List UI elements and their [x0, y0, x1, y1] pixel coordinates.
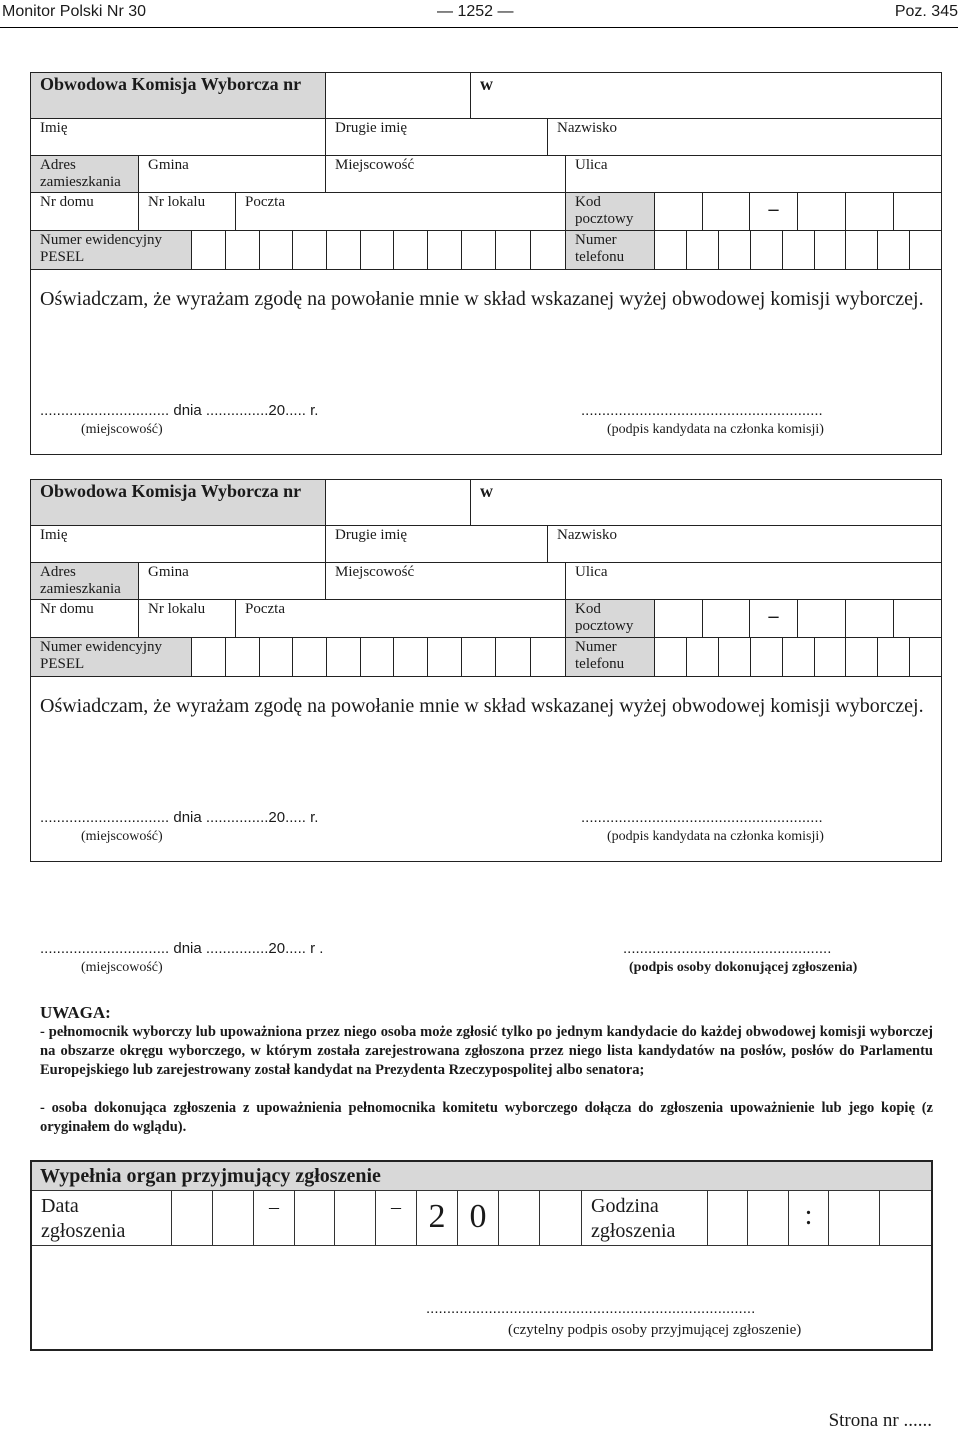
- header-center: — 1252 —: [437, 3, 514, 20]
- pesel-digit-box[interactable]: [496, 638, 531, 677]
- address-label: Adres zamieszkania: [31, 563, 139, 600]
- phone-digit-box[interactable]: [655, 638, 687, 677]
- postcode-digit-box[interactable]: [846, 600, 894, 638]
- date-digit-box[interactable]: [295, 1191, 335, 1246]
- phone-digit-box[interactable]: [655, 231, 687, 270]
- phone-digit-box[interactable]: [783, 638, 815, 677]
- pesel-digit-box[interactable]: [327, 638, 361, 677]
- phone-label: Numer telefonu: [566, 638, 655, 677]
- pesel-digit-box[interactable]: [260, 638, 293, 677]
- time-label: Godzina zgłoszenia: [582, 1191, 708, 1246]
- pesel-digit-box[interactable]: [531, 231, 566, 270]
- submitter-place-caption: (miejscowość): [81, 960, 163, 975]
- phone-digit-box[interactable]: [846, 638, 878, 677]
- receiver-signature-line[interactable]: ...............................................................................: [426, 1300, 756, 1317]
- pesel-label: Numer ewidencyjny PESEL: [31, 231, 192, 270]
- date-label: Data zgłoszenia: [32, 1191, 172, 1246]
- time-digit-box[interactable]: [829, 1191, 880, 1246]
- date-dash: –: [254, 1191, 295, 1246]
- second-name-field[interactable]: Drugie imię: [326, 526, 548, 563]
- consent-statement: Oświadczam, że wyrażam zgodę na powołanie mnie w skład wskazanej wyżej obwodowej komisji wyborczej.: [40, 288, 924, 310]
- pesel-digit-box[interactable]: [192, 638, 226, 677]
- commission-location-field[interactable]: w: [471, 73, 941, 119]
- phone-digit-box[interactable]: [878, 231, 910, 270]
- phone-digit-box[interactable]: [815, 231, 846, 270]
- pesel-digit-box[interactable]: [226, 231, 260, 270]
- date-digit-box[interactable]: [213, 1191, 254, 1246]
- date-digit-box[interactable]: [172, 1191, 213, 1246]
- flat-number-field[interactable]: Nr lokalu: [139, 600, 236, 638]
- postcode-label: Kod pocztowy: [566, 193, 655, 231]
- candidate-signature-line[interactable]: ..........................................................: [581, 402, 823, 419]
- pesel-digit-box[interactable]: [462, 638, 496, 677]
- pesel-digit-box[interactable]: [531, 638, 566, 677]
- phone-digit-box[interactable]: [751, 638, 783, 677]
- flat-number-field[interactable]: Nr lokalu: [139, 193, 236, 231]
- phone-digit-box[interactable]: [846, 231, 878, 270]
- year-digit-box[interactable]: [499, 1191, 540, 1246]
- phone-digit-box[interactable]: [783, 231, 815, 270]
- postcode-digit-box[interactable]: [798, 193, 846, 231]
- phone-digit-box[interactable]: [687, 638, 719, 677]
- postcode-dash: –: [750, 193, 798, 231]
- candidate-signature-caption: (podpis kandydata na członka komisji): [607, 422, 824, 437]
- candidate-form-1: [30, 72, 942, 455]
- phone-label: Numer telefonu: [566, 231, 655, 270]
- postcode-digit-box[interactable]: [846, 193, 894, 231]
- date-dash: –: [376, 1191, 417, 1246]
- post-office-field[interactable]: Poczta: [236, 600, 566, 638]
- phone-digit-box[interactable]: [751, 231, 783, 270]
- note-paragraph-2: - osoba dokonująca zgłoszenia z upoważnienia pełnomocnika komitetu wyborczego dołącza do zgłoszenia upoważnienie lub jego kopię (z oryginałem do wglądu).: [40, 1100, 933, 1135]
- time-digit-box[interactable]: [708, 1191, 748, 1246]
- header-left: Monitor Polski Nr 30: [2, 3, 147, 20]
- candidate-form-2: [30, 479, 942, 862]
- town-field[interactable]: Miejscowość: [326, 156, 566, 193]
- address-label: Adres zamieszkania: [31, 156, 139, 193]
- consent-statement: Oświadczam, że wyrażam zgodę na powołanie mnie w skład wskazanej wyżej obwodowej komisji wyborczej.: [40, 695, 924, 717]
- pesel-digit-box[interactable]: [226, 638, 260, 677]
- municipality-field[interactable]: Gmina: [139, 563, 326, 600]
- place-date-line[interactable]: ............................... dnia ...............20..... r.: [40, 809, 319, 826]
- submitter-signature-line[interactable]: ..................................................: [623, 940, 832, 957]
- submitter-signature-caption: (podpis osoby dokonującej zgłoszenia): [629, 960, 858, 975]
- place-caption: (miejscowość): [81, 422, 163, 437]
- postcode-digit-box[interactable]: [655, 600, 703, 638]
- pesel-digit-box[interactable]: [260, 231, 293, 270]
- phone-digit-box[interactable]: [719, 231, 751, 270]
- postcode-digit-box[interactable]: [894, 600, 941, 638]
- phone-digit-box[interactable]: [910, 231, 941, 270]
- phone-digit-box[interactable]: [815, 638, 846, 677]
- postcode-digit-box[interactable]: [703, 193, 750, 231]
- pesel-digit-box[interactable]: [428, 638, 462, 677]
- page-number: Strona nr ......: [828, 1410, 932, 1431]
- house-number-field[interactable]: Nr domu: [31, 600, 139, 638]
- time-digit-box[interactable]: [880, 1191, 931, 1246]
- header-rule: [0, 27, 958, 28]
- place-date-line[interactable]: ............................... dnia ...............20..... r.: [40, 402, 319, 419]
- pesel-digit-box[interactable]: [192, 231, 226, 270]
- town-field[interactable]: Miejscowość: [326, 563, 566, 600]
- pesel-digit-box[interactable]: [394, 638, 428, 677]
- phone-digit-box[interactable]: [910, 638, 941, 677]
- phone-digit-box[interactable]: [878, 638, 910, 677]
- candidate-signature-line[interactable]: ..........................................................: [581, 809, 823, 826]
- pesel-digit-box[interactable]: [462, 231, 496, 270]
- note-title: UWAGA:: [40, 1003, 111, 1022]
- office-use-box: [30, 1160, 933, 1351]
- time-digit-box[interactable]: [748, 1191, 789, 1246]
- date-digit-box[interactable]: [335, 1191, 376, 1246]
- commission-label: Obwodowa Komisja Wyborcza nr: [31, 480, 326, 526]
- pesel-label: Numer ewidencyjny PESEL: [31, 638, 192, 677]
- street-field[interactable]: Ulica: [566, 563, 941, 600]
- pesel-digit-box[interactable]: [361, 638, 394, 677]
- postcode-digit-box[interactable]: [798, 600, 846, 638]
- year-digit-2: 2: [417, 1191, 458, 1246]
- postcode-dash: –: [750, 600, 798, 638]
- municipality-field[interactable]: Gmina: [139, 156, 326, 193]
- first-name-field[interactable]: Imię: [31, 526, 326, 563]
- receiver-signature-caption: (czytelny podpis osoby przyjmującej zgłoszenie): [508, 1322, 802, 1338]
- year-digit-box[interactable]: [540, 1191, 582, 1246]
- header-right: Poz. 345: [894, 3, 958, 20]
- pesel-digit-box[interactable]: [293, 638, 327, 677]
- year-digit-0: 0: [458, 1191, 499, 1246]
- office-box-title: Wypełnia organ przyjmujący zgłoszenie: [32, 1162, 931, 1191]
- place-caption: (miejscowość): [81, 829, 163, 844]
- house-number-field[interactable]: Nr domu: [31, 193, 139, 231]
- pesel-digit-box[interactable]: [293, 231, 327, 270]
- street-field[interactable]: Ulica: [566, 156, 941, 193]
- surname-field[interactable]: Nazwisko: [548, 526, 941, 563]
- note-paragraph-1: - pełnomocnik wyborczy lub upoważniona przez niego osoba może zgłosić tylko po jednym kandydacie do każdej obwodowej komisji wyborczej na obszarze okręgu wyborczego, w którym została zarejestrowana zgłoszona przez niego lista kandydatów na posłów, posłów do Parlamentu Europejskiego lub zarejestrowany został kandydat na Prezydenta Rzeczypospolitej albo senatora;: [40, 1024, 933, 1078]
- pesel-digit-box[interactable]: [361, 231, 394, 270]
- submitter-place-date-line[interactable]: ............................... dnia ...............20..... r .: [40, 940, 324, 957]
- time-colon: :: [789, 1191, 829, 1246]
- postcode-digit-box[interactable]: [894, 193, 941, 231]
- commission-number-field[interactable]: [326, 73, 471, 119]
- postcode-digit-box[interactable]: [703, 600, 750, 638]
- pesel-digit-box[interactable]: [428, 231, 462, 270]
- candidate-signature-caption: (podpis kandydata na członka komisji): [607, 829, 824, 844]
- pesel-digit-box[interactable]: [327, 231, 361, 270]
- commission-label: Obwodowa Komisja Wyborcza nr: [31, 73, 326, 119]
- postcode-digit-box[interactable]: [655, 193, 703, 231]
- second-name-field[interactable]: Drugie imię: [326, 119, 548, 156]
- phone-digit-box[interactable]: [687, 231, 719, 270]
- commission-number-field[interactable]: [326, 480, 471, 526]
- commission-location-field[interactable]: w: [471, 480, 941, 526]
- first-name-field[interactable]: Imię: [31, 119, 326, 156]
- post-office-field[interactable]: Poczta: [236, 193, 566, 231]
- pesel-digit-box[interactable]: [394, 231, 428, 270]
- phone-digit-box[interactable]: [719, 638, 751, 677]
- postcode-label: Kod pocztowy: [566, 600, 655, 638]
- pesel-digit-box[interactable]: [496, 231, 531, 270]
- surname-field[interactable]: Nazwisko: [548, 119, 941, 156]
